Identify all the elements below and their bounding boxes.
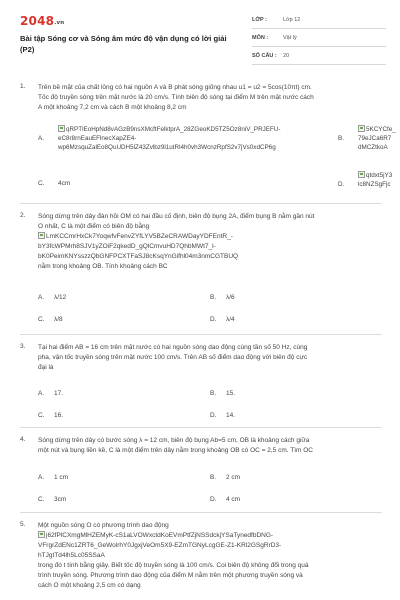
option-d[interactable] bbox=[210, 496, 360, 506]
question-line: pha, vận tốc truyền sóng trên mặt nước 100 cm/s. Trên AB số điểm dao động với biên độ cực bbox=[38, 354, 308, 361]
option-b[interactable] bbox=[338, 125, 396, 152]
option-letter: C. bbox=[38, 412, 45, 419]
broken-image-icon bbox=[358, 125, 365, 132]
option-image-alt: 5KCYCfe_ bbox=[366, 126, 396, 133]
question-line: Tốc độ truyền sóng trên mặt nước là 20 cm/s. Tính biên độ sóng tại điểm M trên mặt nước cách bbox=[38, 94, 314, 101]
document-header bbox=[0, 0, 400, 70]
question-number: 5. bbox=[20, 521, 26, 528]
question-image-alt bbox=[38, 531, 382, 541]
option-letter: D. bbox=[210, 316, 217, 323]
option-text: λ/4 bbox=[226, 316, 235, 323]
meta-value: Lớp 12 bbox=[283, 17, 301, 23]
question-line: Một nguồn sóng O có phương trình dao động bbox=[38, 522, 169, 529]
question-line: nằm trong khoảng OB. Tính khoảng cách BC bbox=[38, 263, 168, 270]
question-line: trình truyền sóng. Phương trình dao động của điểm M nằm trên một phương truyền sóng và bbox=[38, 572, 303, 579]
question-line: trong đó t tính bằng giây. Biết tốc độ truyền sóng là 100 cm/s. Coi biên độ không đổi trong quá bbox=[38, 562, 309, 569]
option-d[interactable] bbox=[210, 412, 360, 422]
option-text: λ/12 bbox=[54, 294, 67, 301]
option-a[interactable] bbox=[38, 390, 188, 400]
option-d[interactable] bbox=[338, 171, 393, 189]
question-line: O nhất, C là một điểm có biên độ bằng bbox=[38, 223, 150, 230]
divider bbox=[20, 427, 382, 428]
option-text: 16. bbox=[54, 412, 64, 419]
meta-value: Vật lý bbox=[283, 35, 297, 41]
question-number: 3. bbox=[20, 343, 26, 350]
question-text bbox=[38, 436, 382, 456]
option-letter: C. bbox=[38, 180, 45, 187]
option-c[interactable] bbox=[38, 180, 188, 190]
question-line: Trên bề mặt của chất lỏng có hai nguồn A và B phát sóng giống nhau u1 = u2 = 5cos(10πt) cm. bbox=[38, 84, 312, 91]
option-a[interactable] bbox=[38, 125, 328, 152]
option-image-alt: dMCZtkoA bbox=[358, 144, 388, 151]
option-letter: B. bbox=[210, 390, 217, 397]
broken-image-icon bbox=[38, 531, 45, 538]
image-alt-text: j62fPlCXmgMlHZEMyK-cS1aLVOWxctdKoEVmPtfZjNSSdckjYSaTynedfbDNG- bbox=[46, 532, 274, 539]
meta-label: LỚP : bbox=[252, 17, 267, 23]
question-2 bbox=[20, 212, 382, 330]
option-letter: B. bbox=[210, 474, 217, 481]
option-text: 17. bbox=[54, 390, 64, 397]
option-c[interactable] bbox=[38, 412, 188, 422]
option-b[interactable] bbox=[210, 474, 360, 484]
option-text: 3cm bbox=[54, 496, 67, 503]
option-image-alt: lc8NZSgFjc bbox=[358, 181, 391, 188]
option-text: 2 cm bbox=[226, 474, 241, 481]
option-text: 15. bbox=[226, 390, 236, 397]
option-image-alt: eC8r8rnEauEFlnecXapZE4- bbox=[58, 135, 137, 142]
meta-row-count bbox=[252, 50, 386, 65]
option-letter: A. bbox=[38, 135, 44, 142]
option-image-alt: 79eJCa6R7 bbox=[358, 135, 392, 142]
question-3 bbox=[20, 343, 382, 425]
question-text bbox=[38, 521, 382, 591]
question-line: Sóng dừng trên dây đàn hồi OM có hai đầu cố định, biên độ bụng 2A, điểm bụng B nằm gần nút bbox=[38, 213, 315, 220]
option-d[interactable] bbox=[210, 316, 360, 326]
page-title: Bài tập Sóng cơ và Sóng âm mức độ vận dụng có lời giải (P2) bbox=[20, 34, 227, 54]
meta-value: 20 bbox=[283, 53, 290, 59]
option-letter: A. bbox=[38, 294, 45, 301]
logo-suffix: .vn bbox=[54, 20, 65, 26]
option-b[interactable] bbox=[210, 390, 360, 400]
option-a[interactable] bbox=[38, 294, 188, 304]
meta-row-class bbox=[252, 14, 386, 29]
question-number: 2. bbox=[20, 212, 26, 219]
option-letter: C. bbox=[38, 316, 45, 323]
option-text: λ/6 bbox=[226, 294, 235, 301]
divider bbox=[20, 334, 382, 335]
option-a[interactable] bbox=[38, 474, 188, 484]
option-c[interactable] bbox=[38, 316, 188, 326]
question-line: đại là bbox=[38, 364, 54, 371]
question-image-alt bbox=[38, 232, 382, 242]
option-letter: A. bbox=[38, 390, 45, 397]
broken-image-icon bbox=[38, 232, 45, 239]
option-letter: D. bbox=[338, 181, 345, 188]
site-logo[interactable] bbox=[20, 14, 64, 28]
question-text bbox=[38, 83, 382, 113]
broken-image-icon bbox=[58, 125, 65, 132]
option-text: λ/8 bbox=[54, 316, 63, 323]
question-4 bbox=[20, 436, 382, 508]
option-text: 4cm bbox=[58, 180, 71, 187]
meta-panel bbox=[252, 14, 386, 68]
divider bbox=[20, 203, 382, 204]
meta-label: SỐ CÂU : bbox=[252, 53, 277, 59]
broken-image-icon bbox=[358, 171, 365, 178]
logo-main: 2048 bbox=[20, 14, 55, 28]
question-line: một nút và bụng liền kề, C là một điểm trên dây nằm trong khoảng OB có OC = 2,5 cm. Tìm OC bbox=[38, 447, 313, 454]
option-letter: C. bbox=[38, 496, 45, 503]
question-image-alt: bY3fcWPMrh8SJV1yZOiF2qkedD_gQlCmvuHD7QhbMWt7_l- bbox=[38, 243, 216, 250]
option-text: 4 cm bbox=[226, 496, 241, 503]
question-1 bbox=[20, 83, 396, 198]
option-letter: A. bbox=[38, 474, 45, 481]
option-c[interactable] bbox=[38, 496, 188, 506]
option-text: 14. bbox=[226, 412, 236, 419]
question-image-alt: VFrgrZdENc1ZRT6_GeWolrhY0JgxjVeOm5X9-EZmTGNyLcgGE-Z1-KRl2GSgRrD3- bbox=[38, 542, 282, 549]
question-number: 1. bbox=[20, 83, 26, 90]
meta-label: MÔN : bbox=[252, 35, 269, 41]
divider bbox=[20, 512, 382, 513]
option-image-alt: wp6MzsquZalEo8QuUDH5lZ43Zvlbz9l1utRl4h0vh3WcnzRpfS2v7jVs0xdCP6g bbox=[58, 144, 276, 151]
question-line: Tại hai điểm AB = 16 cm trên mặt nước có hai nguồn sóng dao động cùng tần số 50 Hz, cùng bbox=[38, 344, 308, 351]
option-letter: D. bbox=[210, 412, 217, 419]
option-image-alt: qRPTlEoHpNd8vAGzB9nsXMcftFelktprA_28ZGeoKD5TZ5Oz8niV_PRJEFU- bbox=[66, 126, 281, 133]
question-image-alt: bK0PeimKNYsszzQbGNFPCXTFaSJ8cKsqYnGifhl04m3nmCGTBUQ bbox=[38, 253, 239, 260]
question-5 bbox=[20, 521, 382, 600]
image-alt-text: LmKCCmrHxCk7YoqwfvFenvZYfLYV5BZeCRAWDayYDFEntR_- bbox=[46, 233, 233, 240]
question-text bbox=[38, 343, 382, 373]
question-line: Sóng dừng trên dây có bước sóng λ = 12 cm, biên độ bụng Ab=5 cm, OB là khoảng cách giữa bbox=[38, 437, 310, 444]
option-letter: B. bbox=[210, 294, 217, 301]
question-image-alt: hTJgtTd4lh5Lc05SSaA bbox=[38, 552, 105, 559]
option-b[interactable] bbox=[210, 294, 360, 304]
option-text: 1 cm bbox=[54, 474, 69, 481]
option-image-alt: qtdxt5jY3 bbox=[366, 172, 393, 179]
meta-row-subject bbox=[252, 32, 386, 47]
question-text bbox=[38, 212, 382, 272]
question-number: 4. bbox=[20, 436, 26, 443]
option-letter: B. bbox=[338, 135, 344, 142]
question-line: cách O một khoảng 2,5 cm có dạng bbox=[38, 582, 141, 589]
question-line: A một khoảng 7,2 cm và cách B một khoảng 8,2 cm bbox=[38, 104, 187, 111]
option-letter: D. bbox=[210, 496, 217, 503]
